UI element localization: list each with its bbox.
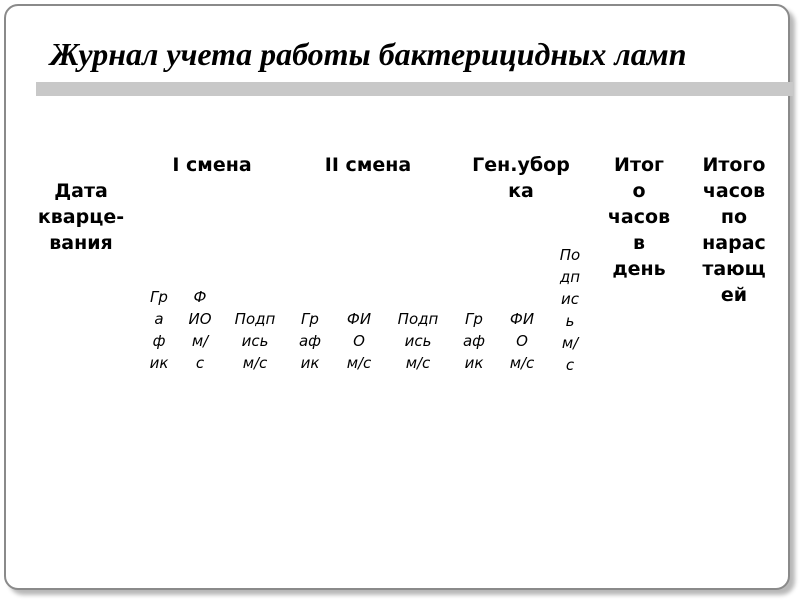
subheader-shift-2-signature: Подп ись м/с [397,310,439,372]
header-total-hours-day: Итог о часов в день [607,154,671,280]
subheader-shift-1-schedule: Гр а ф ик [149,288,169,372]
subheader-shift-2-name: ФИ О м/с [346,310,372,372]
header-shift-1: I смена [172,154,252,176]
page-title: Журнал учета работы бактерицидных ламп [50,36,687,72]
header-general-cleaning: Ген.убор ка [472,154,570,202]
subheader-cleaning-schedule: Гр аф ик [462,310,486,372]
subheader-shift-2-schedule: Гр аф ик [298,310,322,372]
header-total-hours-cumulative: Итого часов по нарас тающ ей [702,154,766,306]
subheader-shift-1-name: Ф ИО м/ с [188,288,212,372]
title-underline-bar [36,82,794,96]
header-shift-2: II смена [324,154,412,176]
subheader-cleaning-signature: По дп ис ь м/ с [559,246,581,374]
subheader-cleaning-name: ФИ О м/с [509,310,535,372]
header-date: Дата кварце- вания [37,180,125,254]
subheader-shift-1-signature: Подп ись м/с [234,310,276,372]
